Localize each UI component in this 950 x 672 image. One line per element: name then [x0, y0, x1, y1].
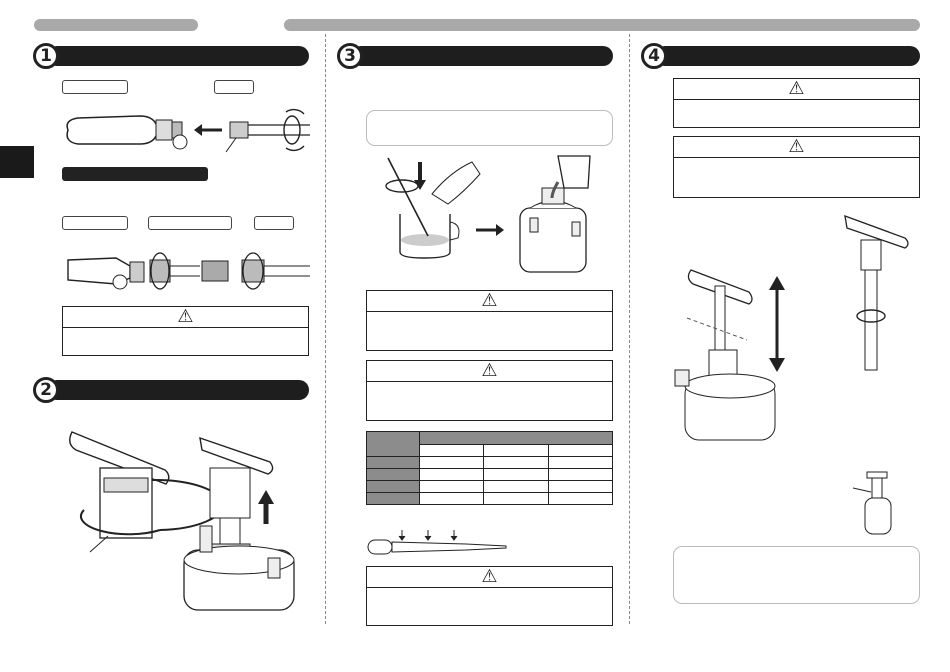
table-header-cell	[367, 432, 420, 457]
table-subheader-cell	[484, 444, 548, 457]
mixing-illustration	[380, 152, 610, 274]
step-number-4: 4	[641, 43, 667, 69]
warning-triangle-icon: ⚠	[788, 136, 805, 157]
top-bar-right	[284, 19, 920, 31]
dropper-illustration	[366, 528, 516, 558]
warning-triangle-icon: ⚠	[481, 290, 498, 311]
warning-box	[366, 290, 613, 351]
warning-box	[62, 306, 309, 356]
top-bar-left	[34, 19, 198, 31]
label-box	[254, 216, 294, 230]
table-subheader-cell	[420, 444, 484, 457]
warning-box	[673, 136, 920, 198]
table-row	[367, 481, 613, 493]
warning-box	[366, 566, 613, 626]
warning-box-header	[63, 307, 308, 328]
warning-triangle-icon: ⚠	[481, 360, 498, 381]
pumping-illustration	[665, 210, 925, 540]
note-label-bar	[62, 167, 208, 181]
section-4-header	[655, 46, 920, 66]
step-number-2: 2	[33, 377, 59, 403]
column-divider-2	[629, 34, 630, 624]
pump-cap-illustration	[60, 420, 320, 620]
label-box	[62, 216, 128, 230]
label-box	[148, 216, 232, 230]
dilution-table	[366, 431, 613, 505]
label-box	[62, 80, 128, 94]
warning-box-header	[674, 137, 919, 158]
table-row	[367, 457, 613, 469]
table-row	[367, 469, 613, 481]
warning-box-header	[367, 567, 612, 588]
note-box	[673, 546, 920, 604]
note-box	[366, 110, 613, 146]
warning-box	[673, 78, 920, 128]
column-divider-1	[325, 34, 326, 624]
table-row	[367, 493, 613, 505]
section-2-header	[47, 380, 309, 400]
warning-box-header	[674, 79, 919, 100]
section-3-header	[351, 46, 613, 66]
warning-triangle-icon: ⚠	[481, 566, 498, 587]
side-tab	[0, 146, 34, 178]
warning-box-header	[367, 361, 612, 382]
table-subheader-cell	[548, 444, 612, 457]
warning-triangle-icon: ⚠	[788, 78, 805, 99]
adapter-connect-illustration	[60, 238, 320, 298]
warning-box-header	[367, 291, 612, 312]
step-number-1: 1	[33, 43, 59, 69]
table-header-cell	[420, 432, 613, 445]
section-1-header	[47, 46, 309, 66]
warning-box	[366, 360, 613, 421]
step-number-3: 3	[337, 43, 363, 69]
hose-connect-illustration	[60, 100, 320, 160]
warning-triangle-icon: ⚠	[177, 306, 194, 327]
label-box	[214, 80, 254, 94]
